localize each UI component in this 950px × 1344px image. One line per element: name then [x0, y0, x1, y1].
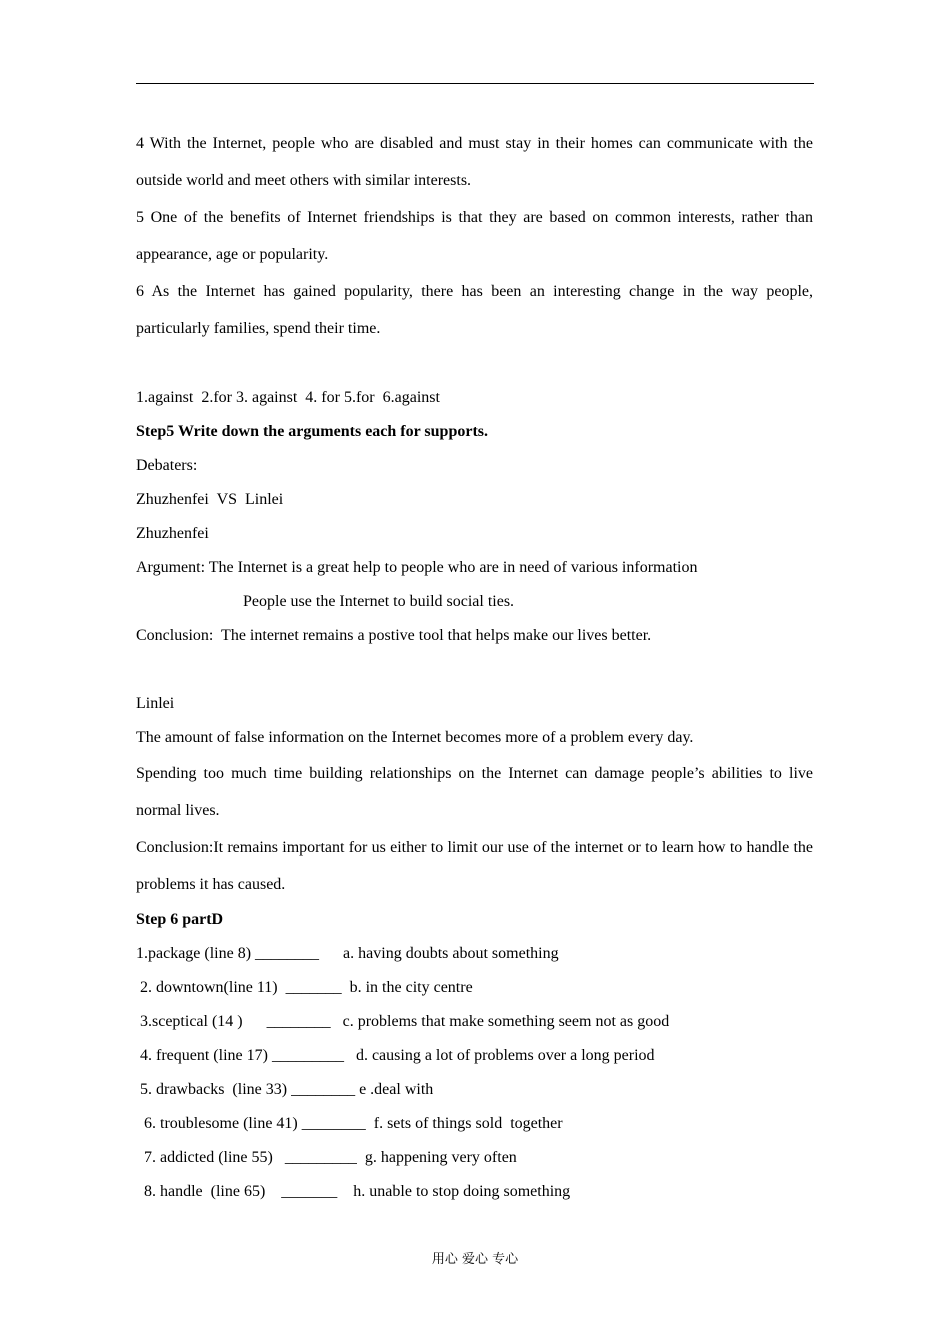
side2-line-1: The amount of false information on the Internet becomes more of a problem every day.	[136, 729, 694, 746]
spacer	[136, 347, 813, 381]
paragraph-6: 6 As the Internet has gained popularity, there has been an interesting change in the way people, particularly families, spend their time.	[136, 283, 813, 337]
vocab-item: 6. troublesome (line 41) ________ f. sets of things sold together	[136, 1115, 563, 1132]
step6-heading: Step 6 partD	[136, 911, 224, 928]
answer-key: 1.against 2.for 3. against 4. for 5.for 6.against	[136, 389, 440, 406]
debaters-label: Debaters:	[136, 457, 198, 474]
side2-name: Linlei	[136, 695, 175, 712]
side1-name: Zhuzhenfei	[136, 525, 209, 542]
vocab-item: 5. drawbacks (line 33) ________ e .deal with	[136, 1081, 434, 1098]
vocab-item: 1.package (line 8) ________ a. having doubts about something	[136, 945, 559, 962]
vocab-item: 7. addicted (line 55) _________ g. happening very often	[136, 1149, 517, 1166]
header-rule	[136, 83, 814, 84]
side1-conclusion: Conclusion: The internet remains a postive tool that helps make our lives better.	[136, 627, 652, 644]
side2-conclusion: Conclusion:It remains important for us either to limit our use of the internet or to learn how to handle the problems it has caused.	[136, 839, 813, 893]
side1-argument-2: People use the Internet to build social ties.	[243, 593, 515, 610]
vocab-item: 3.sceptical (14 ) ________ c. problems that make something seem not as good	[136, 1013, 670, 1030]
side2-line-2: Spending too much time building relationships on the Internet can damage people’s abilities to live normal lives.	[136, 765, 813, 819]
debaters-vs: Zhuzhenfei VS Linlei	[136, 491, 284, 508]
paragraph-4: 4 With the Internet, people who are disabled and must stay in their homes can communicate with the outside world and meet others with similar interests.	[136, 135, 813, 189]
vocab-item: 4. frequent (line 17) _________ d. causing a lot of problems over a long period	[136, 1047, 655, 1064]
page-footer: 用心 爱心 专心	[431, 1252, 519, 1267]
step5-heading: Step5 Write down the arguments each for supports.	[136, 423, 489, 440]
vocab-item: 8. handle (line 65) _______ h. unable to stop doing something	[136, 1183, 571, 1200]
document-body	[136, 125, 813, 1209]
paragraph-5: 5 One of the benefits of Internet friendships is that they are based on common interests, rather than appearance, age or popularity.	[136, 209, 813, 263]
side1-argument-1: Argument: The Internet is a great help to people who are in need of various information	[136, 559, 698, 576]
vocab-item: 2. downtown(line 11) _______ b. in the city centre	[136, 979, 473, 996]
spacer	[136, 653, 813, 687]
